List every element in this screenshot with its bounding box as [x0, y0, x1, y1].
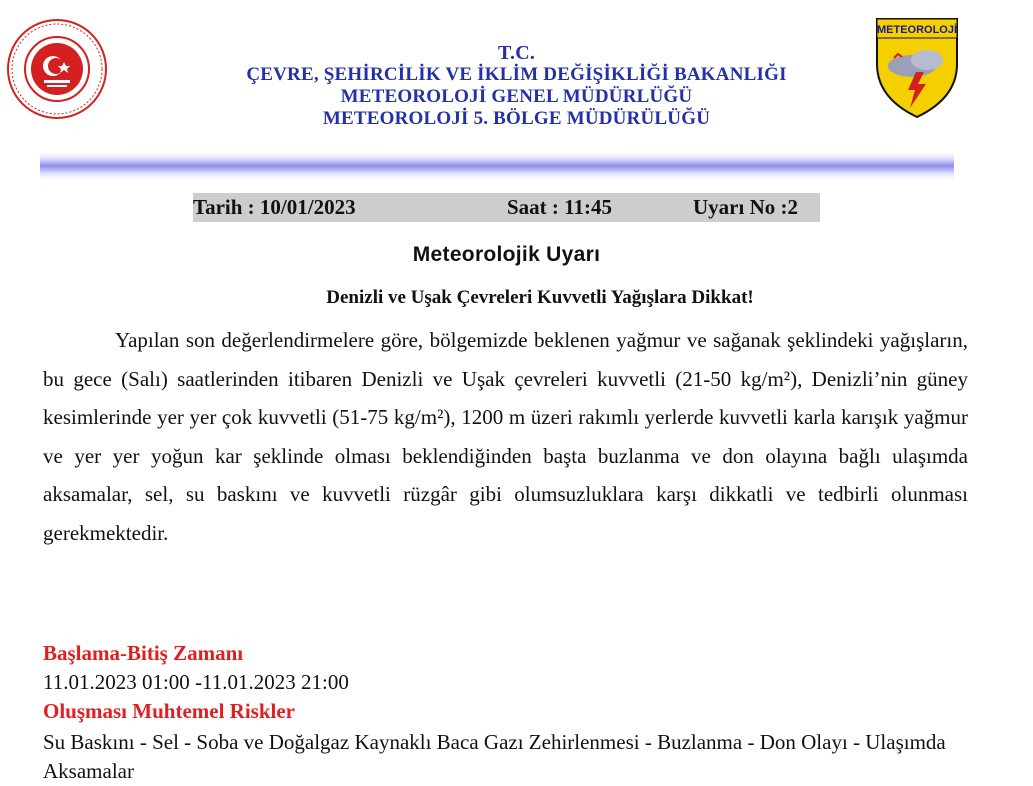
header-divider	[40, 152, 954, 180]
risks-label: Oluşması Muhtemel Riskler	[43, 699, 295, 723]
warning-body: Yapılan son değerlendirmelere göre, bölgemizde beklenen yağmur ve sağanak şeklindeki yağışların, bu gece (Salı) saatlerinden itibaren Denizli ve Uşak çevreleri kuvvetli (21-50 kg/m²), Denizli’nin güney kesimlerinde yer yer çok kuvvetli (51-75 kg/m²), 1200 m üzeri rakımlı yerlerde kuvvetli karla karışık yağmur ve yer yer yoğun kar şeklinde olması beklendiğinden başta buzlanma ve don olayına bağlı ulaşımda aksamalar, sel, su baskını ve kuvvetli rüzgâr gibi olumsuzluklara karşı dikkatli ve tedbirli olunması gerekmektedir.	[43, 328, 968, 545]
warning-number: Uyarı No :2	[693, 195, 798, 219]
time-label: Saat : 11:45	[507, 195, 612, 219]
warning-subtitle: Denizli ve Uşak Çevreleri Kuvvetli Yağışlara Dikkat!	[326, 287, 754, 308]
meteoroloji-logo-text: METEOROLOJİ	[876, 24, 958, 36]
meta-bar	[193, 193, 820, 222]
header-tc: T.C.	[497, 42, 536, 64]
risks-value: Su Baskını - Sel - Soba ve Doğalgaz Kaynaklı Baca Gazı Zehirlenmesi - Buzlanma - Don Olayı - Ulaşımda Aksamalar	[43, 730, 946, 783]
header-directorate: METEOROLOJİ GENEL MÜDÜRLÜĞÜ	[340, 86, 693, 107]
timing-value: 11.01.2023 01:00 -11.01.2023 21:00	[43, 670, 349, 694]
timing-label: Başlama-Bitiş Zamanı	[43, 641, 244, 665]
header-regional-directorate: METEOROLOJİ 5. BÖLGE MÜDÜRÜLÜĞÜ	[322, 108, 711, 129]
document-header	[0, 42, 1033, 130]
header-ministry: ÇEVRE, ŞEHİRCİLİK VE İKLİM DEĞİŞİKLİĞİ BAKANLIĞI	[246, 64, 787, 85]
date-label: Tarih : 10/01/2023	[193, 195, 356, 219]
warning-title: Meteorolojik Uyarı	[412, 243, 601, 266]
